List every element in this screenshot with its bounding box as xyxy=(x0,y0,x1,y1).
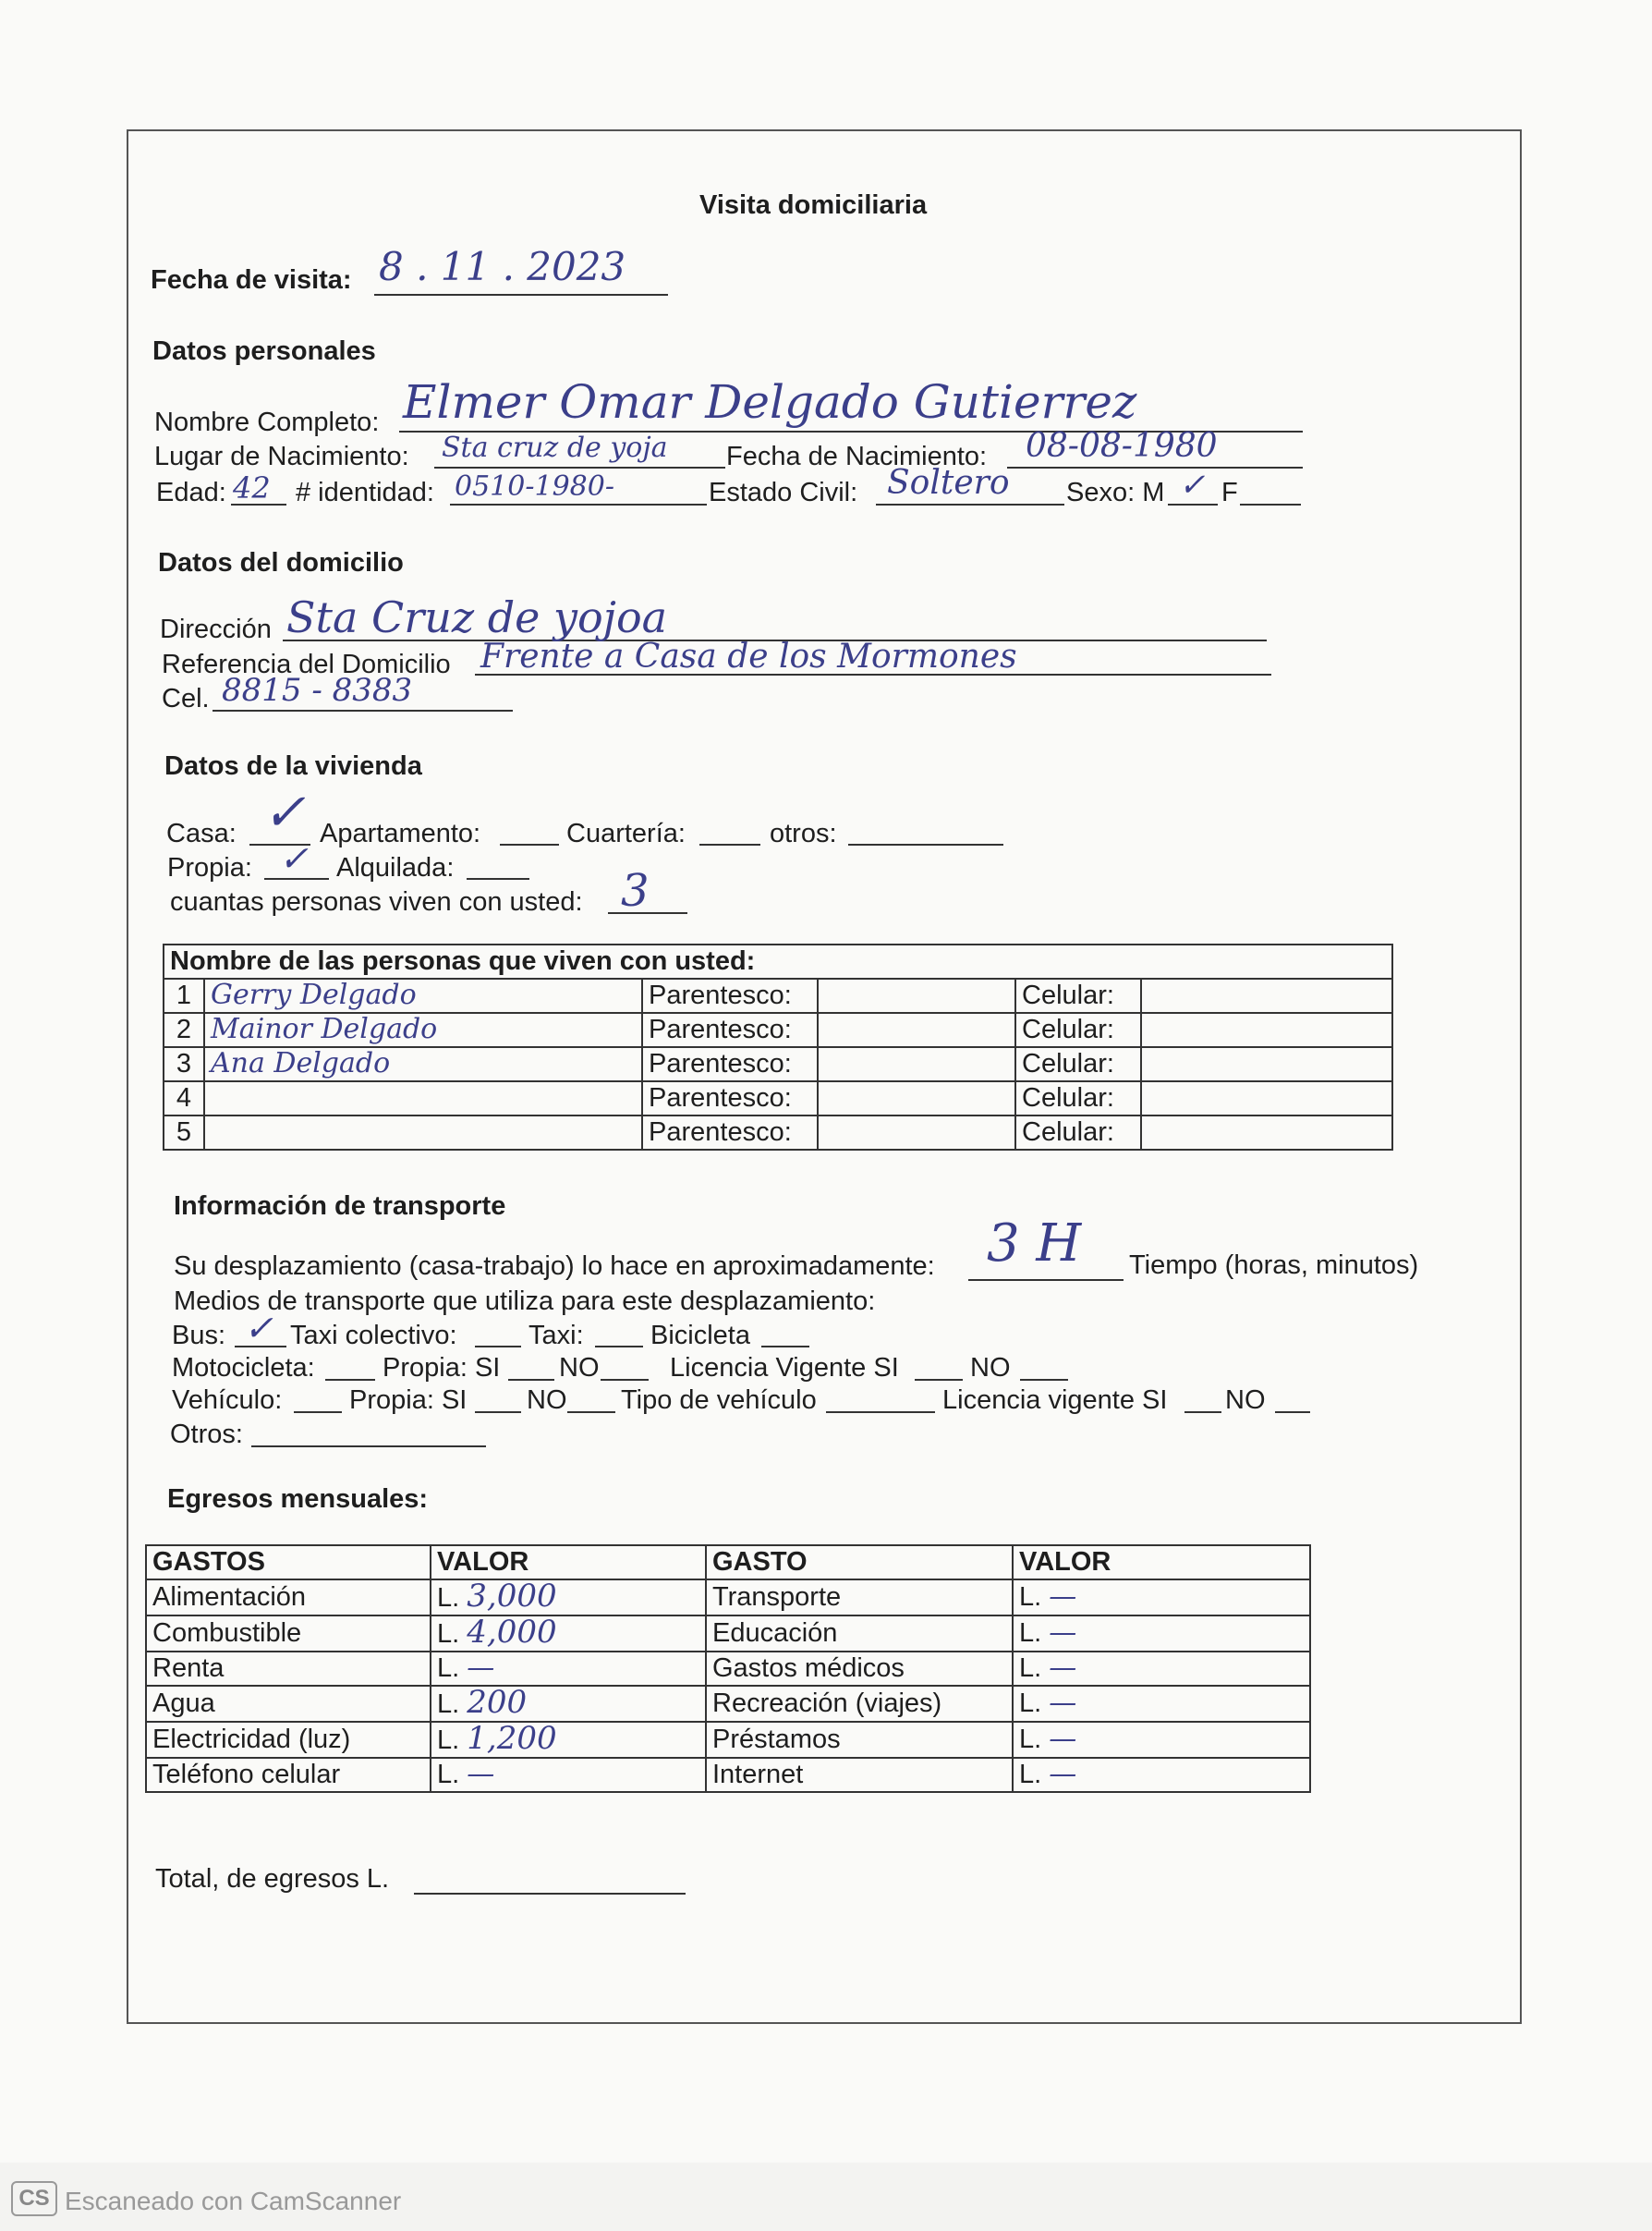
currency: L. xyxy=(437,1653,460,1683)
id-line xyxy=(450,504,707,506)
civil-label: Estado Civil: xyxy=(709,478,858,507)
expense-value: 200 xyxy=(467,1686,528,1721)
form-title: Visita domiciliaria xyxy=(699,190,928,220)
id-value: 0510-1980- xyxy=(455,470,614,503)
taxi-colectivo-line xyxy=(475,1346,521,1347)
parentesco-label: Parentesco: xyxy=(642,979,818,1013)
table-row xyxy=(164,1081,1392,1116)
civil-line xyxy=(876,504,1064,506)
expense-name: Educación xyxy=(706,1615,1013,1652)
otros-housing-line xyxy=(848,844,1003,846)
birthplace-line xyxy=(434,467,725,469)
cuarteria-line xyxy=(699,844,760,846)
age-value: 42 xyxy=(233,470,271,506)
vehiculo-propia-label: Propia: SI xyxy=(349,1385,468,1415)
bus-check-mark: ✓ xyxy=(244,1308,273,1348)
persons-value: 3 xyxy=(621,865,650,917)
table-header-row xyxy=(146,1545,1310,1579)
moto-label: Motocicleta: xyxy=(172,1353,315,1383)
sex-f-line xyxy=(1240,504,1301,506)
moto-propia-si-line xyxy=(508,1379,554,1381)
sex-m-label: Sexo: M xyxy=(1066,478,1165,507)
apartamento-line xyxy=(500,844,559,846)
parentesco-value xyxy=(818,979,1015,1013)
bicicleta-label: Bicicleta xyxy=(650,1321,750,1350)
expense-value: — xyxy=(467,1652,495,1684)
personal-heading: Datos personales xyxy=(152,336,376,366)
address-value: Sta Cruz de yojoa xyxy=(286,592,668,642)
table-row xyxy=(146,1722,1310,1758)
apartamento-label: Apartamento: xyxy=(320,819,481,848)
bicicleta-line xyxy=(761,1346,809,1347)
parentesco-value xyxy=(818,1013,1015,1047)
id-label: # identidad: xyxy=(296,478,434,507)
row-number: 4 xyxy=(164,1081,204,1116)
camscanner-text: Escaneado con CamScanner xyxy=(65,2187,402,2215)
col-gasto: GASTO xyxy=(706,1545,1013,1579)
taxi-colectivo-label: Taxi colectivo: xyxy=(290,1321,457,1350)
celular-label: Celular: xyxy=(1015,1081,1141,1116)
moto-licencia-si-line xyxy=(915,1379,963,1381)
expense-value: — xyxy=(1049,1723,1077,1755)
currency: L. xyxy=(1019,1618,1042,1648)
residents-table xyxy=(163,944,1393,1151)
vehiculo-propia-si-line xyxy=(475,1411,521,1413)
visit-date-line xyxy=(374,294,668,296)
currency: L. xyxy=(437,1689,460,1719)
col-gastos: GASTOS xyxy=(146,1545,431,1579)
celular-label: Celular: xyxy=(1015,979,1141,1013)
currency: L. xyxy=(1019,1653,1042,1683)
reference-value: Frente a Casa de los Mormones xyxy=(480,638,1017,676)
celular-value xyxy=(1141,979,1392,1013)
expense-name: Renta xyxy=(146,1652,431,1686)
moto-licencia-label: Licencia Vigente SI xyxy=(670,1353,899,1383)
moto-licencia-no-label: NO xyxy=(970,1353,1011,1383)
visit-date-label: Fecha de visita: xyxy=(151,265,352,295)
vehiculo-licencia-si-line xyxy=(1184,1411,1221,1413)
tipo-vehiculo-label: Tipo de vehículo xyxy=(621,1385,817,1415)
otros-transport-line xyxy=(251,1445,486,1447)
expense-name: Agua xyxy=(146,1686,431,1722)
parentesco-value xyxy=(818,1047,1015,1081)
moto-propia-no-label: NO xyxy=(559,1353,600,1383)
camscanner-logo-icon: CS xyxy=(11,2181,57,2216)
address-heading: Datos del domicilio xyxy=(158,548,404,578)
expense-name: Gastos médicos xyxy=(706,1652,1013,1686)
expense-value: 4,000 xyxy=(467,1615,557,1651)
vehiculo-propia-no-label: NO xyxy=(527,1385,567,1415)
expense-value: — xyxy=(1049,1616,1077,1649)
total-label: Total, de egresos L. xyxy=(155,1864,390,1894)
celular-value xyxy=(1141,1047,1392,1081)
celular-value xyxy=(1141,1013,1392,1047)
row-number: 3 xyxy=(164,1047,204,1081)
vehiculo-line xyxy=(294,1411,342,1413)
parentesco-label: Parentesco: xyxy=(642,1116,818,1150)
birthdate-line xyxy=(1007,467,1303,469)
name-label: Nombre Completo: xyxy=(154,408,380,437)
currency: L. xyxy=(437,1619,460,1649)
cel-value: 8815 - 8383 xyxy=(222,672,413,709)
birthplace-label: Lugar de Nacimiento: xyxy=(154,442,409,471)
expense-name: Combustible xyxy=(146,1615,431,1652)
civil-value: Soltero xyxy=(887,464,1010,502)
cel-label: Cel. xyxy=(162,684,210,713)
sex-f-label: F xyxy=(1221,478,1238,507)
expense-name: Alimentación xyxy=(146,1579,431,1615)
expense-value: — xyxy=(1049,1580,1077,1613)
expense-name: Transporte xyxy=(706,1579,1013,1615)
celular-value xyxy=(1141,1081,1392,1116)
expense-name: Recreación (viajes) xyxy=(706,1686,1013,1722)
resident-name: Mainor Delgado xyxy=(211,1013,438,1045)
expense-value: — xyxy=(1049,1758,1077,1790)
commute-line xyxy=(968,1279,1124,1281)
otros-transport-label: Otros: xyxy=(170,1420,243,1449)
table-row xyxy=(146,1579,1310,1615)
currency: L. xyxy=(437,1725,460,1755)
moto-line xyxy=(325,1379,375,1381)
cel-line xyxy=(213,710,513,712)
housing-heading: Datos de la vivienda xyxy=(164,751,422,781)
cuarteria-label: Cuartería: xyxy=(566,819,686,848)
parentesco-label: Parentesco: xyxy=(642,1081,818,1116)
currency: L. xyxy=(1019,1725,1042,1754)
currency: L. xyxy=(1019,1688,1042,1718)
casa-label: Casa: xyxy=(166,819,237,848)
tipo-vehiculo-line xyxy=(826,1411,935,1413)
persons-label: cuantas personas viven con usted: xyxy=(170,887,583,917)
table-row xyxy=(164,1116,1392,1150)
parentesco-value xyxy=(818,1116,1015,1150)
col-valor: VALOR xyxy=(431,1545,706,1579)
age-label: Edad: xyxy=(156,478,226,507)
sex-check-mark: ✓ xyxy=(1179,467,1206,504)
total-line xyxy=(414,1893,686,1895)
row-number: 2 xyxy=(164,1013,204,1047)
casa-check-mark: ✓ xyxy=(262,783,306,843)
celular-label: Celular: xyxy=(1015,1116,1141,1150)
expense-value: — xyxy=(1049,1652,1077,1684)
name-value: Elmer Omar Delgado Gutierrez xyxy=(403,375,1137,429)
sex-m-line xyxy=(1168,504,1218,506)
celular-label: Celular: xyxy=(1015,1013,1141,1047)
parentesco-label: Parentesco: xyxy=(642,1013,818,1047)
table-row xyxy=(164,979,1392,1013)
table-row xyxy=(146,1652,1310,1686)
alquilada-line xyxy=(467,878,529,880)
expenses-table xyxy=(145,1544,1311,1793)
vehiculo-licencia-no-line xyxy=(1275,1411,1310,1413)
expense-name: Préstamos xyxy=(706,1722,1013,1758)
commute-value: 3 H xyxy=(987,1213,1082,1274)
visit-date-value: 8 . 11 . 2023 xyxy=(379,244,626,289)
commute-label: Su desplazamiento (casa-trabajo) lo hace en aproximadamente: xyxy=(174,1251,935,1281)
means-label: Medios de transporte que utiliza para este desplazamiento: xyxy=(174,1286,876,1316)
table-row xyxy=(146,1615,1310,1652)
vehiculo-licencia-no-label: NO xyxy=(1225,1385,1266,1415)
col-valor-2: VALOR xyxy=(1013,1545,1310,1579)
currency: L. xyxy=(1019,1582,1042,1612)
resident-name: Gerry Delgado xyxy=(211,979,417,1011)
birthdate-value: 08-08-1980 xyxy=(1026,427,1218,465)
moto-propia-no-line xyxy=(601,1379,649,1381)
expense-value: — xyxy=(467,1758,495,1790)
parentesco-label: Parentesco: xyxy=(642,1047,818,1081)
table-row xyxy=(164,1047,1392,1081)
table-row xyxy=(164,1013,1392,1047)
transport-heading: Información de transporte xyxy=(174,1191,506,1221)
celular-label: Celular: xyxy=(1015,1047,1141,1081)
expense-value: 1,200 xyxy=(467,1722,557,1757)
expense-name: Teléfono celular xyxy=(146,1758,431,1792)
expense-name: Electricidad (luz) xyxy=(146,1722,431,1758)
row-number: 1 xyxy=(164,979,204,1013)
birthdate-label: Fecha de Nacimiento: xyxy=(726,442,988,471)
table-row xyxy=(146,1686,1310,1722)
taxi-line xyxy=(595,1346,643,1347)
expense-value: 3,000 xyxy=(467,1579,557,1615)
currency: L. xyxy=(437,1583,460,1613)
birthplace-value: Sta cruz de yoja xyxy=(442,432,668,464)
table-row xyxy=(146,1758,1310,1792)
propia-check-mark: ✓ xyxy=(279,838,309,879)
expenses-heading: Egresos mensuales: xyxy=(167,1484,429,1514)
row-number: 5 xyxy=(164,1116,204,1150)
vehiculo-licencia-label: Licencia vigente SI xyxy=(942,1385,1168,1415)
camscanner-footer xyxy=(0,2163,1652,2231)
celular-value xyxy=(1141,1116,1392,1150)
moto-licencia-no-line xyxy=(1020,1379,1068,1381)
vehiculo-propia-no-line xyxy=(567,1411,615,1413)
currency: L. xyxy=(1019,1760,1042,1789)
commute-unit: Tiempo (horas, minutos) xyxy=(1129,1250,1419,1280)
expense-name: Internet xyxy=(706,1758,1013,1792)
taxi-label: Taxi: xyxy=(528,1321,584,1350)
address-label: Dirección xyxy=(160,615,272,644)
expense-value: — xyxy=(1049,1687,1077,1719)
currency: L. xyxy=(437,1760,460,1789)
resident-name: Ana Delgado xyxy=(211,1047,391,1079)
moto-propia-label: Propia: SI xyxy=(383,1353,501,1383)
propia-label: Propia: xyxy=(167,853,252,883)
otros-housing-label: otros: xyxy=(770,819,837,848)
vehiculo-label: Vehículo: xyxy=(172,1385,283,1415)
parentesco-value xyxy=(818,1081,1015,1116)
residents-header: Nombre de las personas que viven con usted: xyxy=(164,945,1392,979)
alquilada-label: Alquilada: xyxy=(336,853,455,883)
reference-label: Referencia del Domicilio xyxy=(162,650,451,679)
bus-label: Bus: xyxy=(172,1321,226,1350)
